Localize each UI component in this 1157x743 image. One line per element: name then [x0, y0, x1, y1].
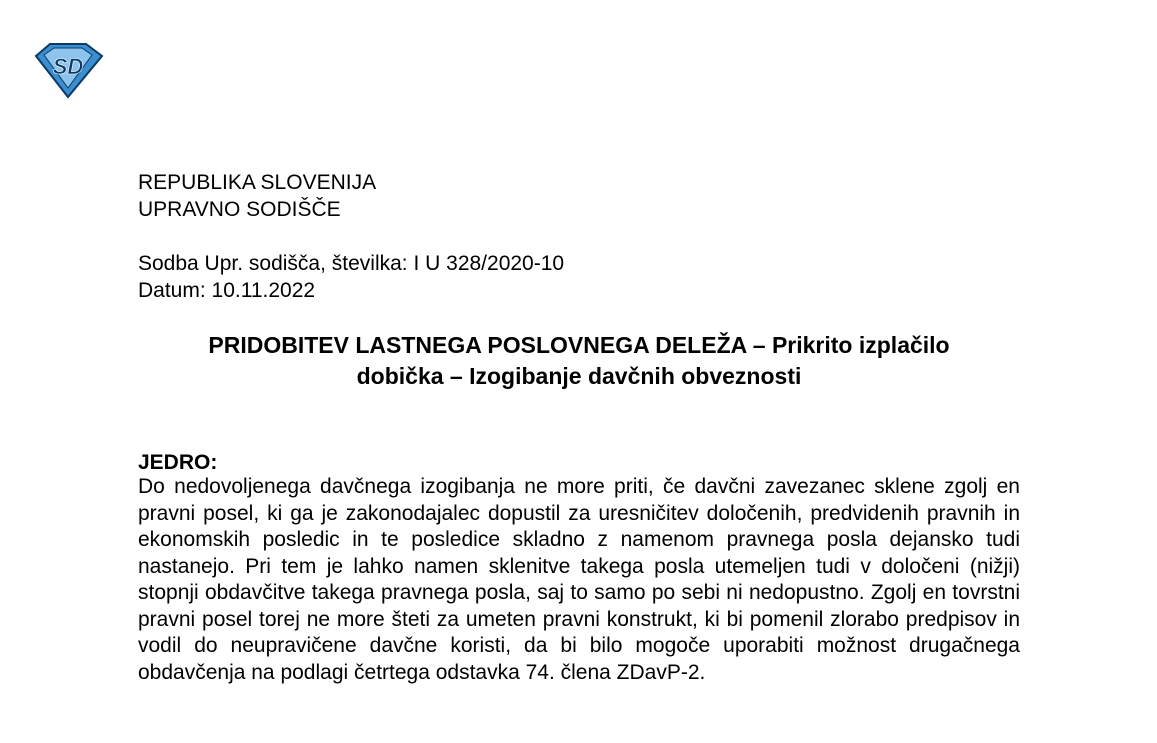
svg-text:SD: SD — [52, 54, 84, 79]
title-line-2: dobička – Izogibanje davčnih obveznosti — [356, 363, 802, 389]
court-header — [138, 169, 376, 223]
country-name: REPUBLIKA SLOVENIJA — [138, 171, 377, 194]
jedro-heading: JEDRO: — [138, 451, 218, 474]
court-logo-icon — [30, 40, 104, 100]
court-name: UPRAVNO SODIŠČE — [138, 198, 341, 221]
case-number: Sodba Upr. sodišča, številka: I U 328/2020-10 — [138, 252, 565, 275]
case-info — [138, 250, 564, 304]
document-title — [138, 330, 1020, 392]
case-date: Datum: 10.11.2022 — [138, 279, 316, 302]
jedro-paragraph: Do nedovoljenega davčnega izogibanja ne more priti, če davčni zavezanec sklene zgolj en pravni posel, ki ga je zakonodajalec dopustil za uresničitev določenih, predvidenih pravnih in ekonomskih posledic in te posledice skladno z namenom pravnega posla dejansko tudi nastanejo. Pri tem je lahko namen sklenitve takega posla utemeljen tudi v določeni (nižji) stopnji obdavčitve takega pravnega posla, saj to samo po sebi ni nedopustno. Zgolj en tovrstni pravni posel torej ne more šteti za umeten pravni konstrukt, ki bi pomenil zlorabo predpisov in vodil do neupravičene davčne koristi, da bi bilo mogoče uporabiti možnost drugačnega obdavčenja na podlagi četrtega odstavka 74. člena ZDavP-2. — [138, 475, 1020, 684]
title-line-1: PRIDOBITEV LASTNEGA POSLOVNEGA DELEŽA – Prikrito izplačilo — [208, 332, 950, 358]
